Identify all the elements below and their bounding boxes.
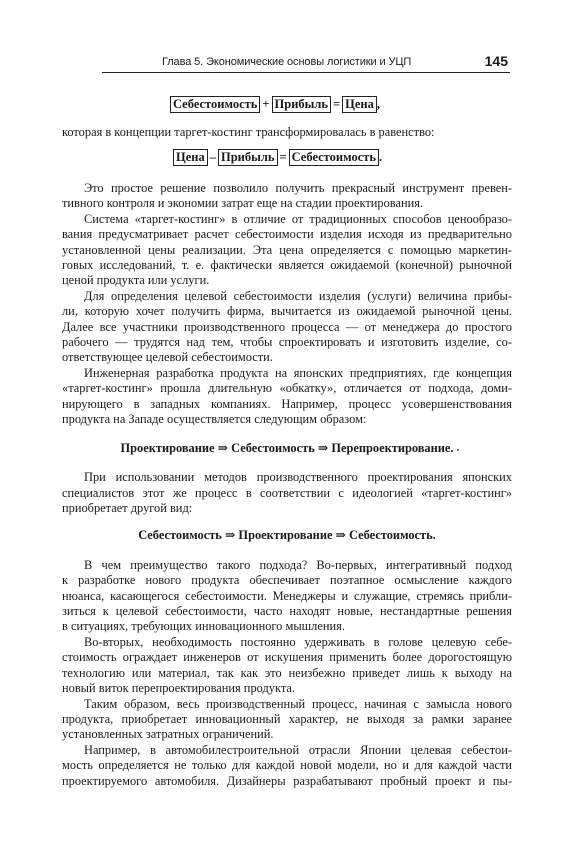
text-line: Для определения целевой себестоимости изделия (услуги) величина прибы- [84, 289, 512, 303]
text-line: стоимость ограждает инженеров от искушения применить более дорогостоящую [62, 650, 512, 664]
page-number: 145 [484, 53, 508, 69]
text-line: Во-вторых, необходимость постоянно удерживать в голове целевую себе- [84, 635, 512, 649]
formula-term-price: Цена [342, 96, 377, 113]
text-line: нирующего в западных компаниях. Например, процесс усовершенствования [62, 397, 512, 411]
formula-term-cost: Себестоимость [170, 96, 260, 113]
text-line: к разработке нового продукта обеспечивает поэтапное осмысление каждого [62, 573, 512, 587]
text-line: продукта, приобретает инновационный характер, не выходя за рамки заранее [62, 712, 512, 726]
text-line: ли, которую хочет получить фирма, вычитается из ожидаемой рыночной цены. [62, 304, 512, 318]
text-line: нюанса, касающегося себестоимости. Менеджеры и служащие, стремясь прибли- [62, 589, 512, 603]
text-line: мость определяется не только для каждой новой модели, но и для каждой части [62, 758, 512, 772]
text-line: Система «таргет-костинг» в отличие от традиционных способов ценообразо- [84, 212, 512, 226]
text-line: ответствующее целевой себестоимости. [62, 350, 273, 364]
text-line: Инженерная разработка продукта на японских предприятиях, где концепция [84, 366, 512, 380]
formula-term-profit: Прибыль [272, 96, 332, 113]
text-line: технологию или материал, так как это неизбежно приведет лишь к выходу на [62, 666, 512, 680]
print-speck [457, 449, 459, 451]
formula-price-equation [170, 96, 380, 113]
text-line: Таким образом, весь производственный процесс, начиная с замысла нового [84, 697, 512, 711]
text-line: продукта на Западе осуществляется следующим образом: [62, 412, 367, 426]
text-line: говых исследований, т. е. фактически является ожидаемой (конечной) рыночной [62, 258, 512, 272]
text-line: приобретает другой вид: [62, 501, 193, 515]
text-line: установленных затратных ограничений. [62, 727, 274, 741]
formula-operator: = [279, 150, 287, 164]
text-line: Это простое решение позволило получить прекрасный инструмент превен- [84, 181, 512, 195]
text-line: «таргет-костинг» прошла длительную «обкатку», отличается от подхода, доми- [62, 381, 512, 395]
process-scheme-west: Проектирование ⇒ Себестоимость ⇒ Перепроектирование. [120, 441, 454, 455]
formula-punctuation: . [379, 150, 383, 164]
text-line: Далее все участники производственного процесса — от менеджера до простого [62, 320, 512, 334]
text-line: вания предусматривает расчет себестоимости изделия исходя из предварительно [62, 227, 512, 241]
text-line: При использовании методов производственного проектирования японских [84, 470, 512, 484]
formula-target-cost-equation [173, 149, 382, 166]
text-line: Например, в автомобилестроительной отрасли Японии целевая себестои- [84, 743, 512, 757]
formula-term-price: Цена [173, 149, 208, 166]
text-line: В чем преимущество такого подхода? Во-первых, интегративный подход [84, 558, 512, 572]
formula-operator: – [209, 150, 216, 164]
text-line: проектируемого автомобиля. Дизайнеры разрабатывают пробный проект и пы- [62, 774, 512, 788]
text-line: зиться к целевой себестоимости, часто находят новые, нестандартные решения [62, 604, 512, 618]
text-line: ценой продукта или услуги. [62, 273, 210, 287]
text-line: установленной цены реализации. Эта цена определяется с помощью маркетин- [62, 243, 512, 257]
text-line: в ситуациях, требующих инновационного мышления. [62, 619, 345, 633]
formula-term-profit: Прибыль [218, 149, 278, 166]
running-header [102, 52, 510, 73]
process-scheme-japan: Себестоимость ⇒ Проектирование ⇒ Себестоимость. [138, 528, 436, 542]
text-line: специалистов этот же процесс в соответствии с идеологией «таргет-костинг» [62, 486, 512, 500]
chapter-title: Глава 5. Экономические основы логистики и УЦП [162, 56, 412, 68]
text-line: тивного контроля и экономии затрат еще на стадии проектирования. [62, 196, 424, 210]
text-line: которая в концепции таргет-костинг трансформировалась в равенство: [62, 125, 435, 139]
formula-punctuation: , [376, 97, 381, 111]
formula-operator: = [333, 97, 341, 111]
formula-operator: + [262, 97, 270, 111]
text-line: новый виток перепроектирования продукта. [62, 681, 295, 695]
text-line: рабочего — трудятся над тем, чтобы спроектировать и изготовить изделие, со- [62, 335, 512, 349]
formula-term-cost: Себестоимость [289, 149, 379, 166]
